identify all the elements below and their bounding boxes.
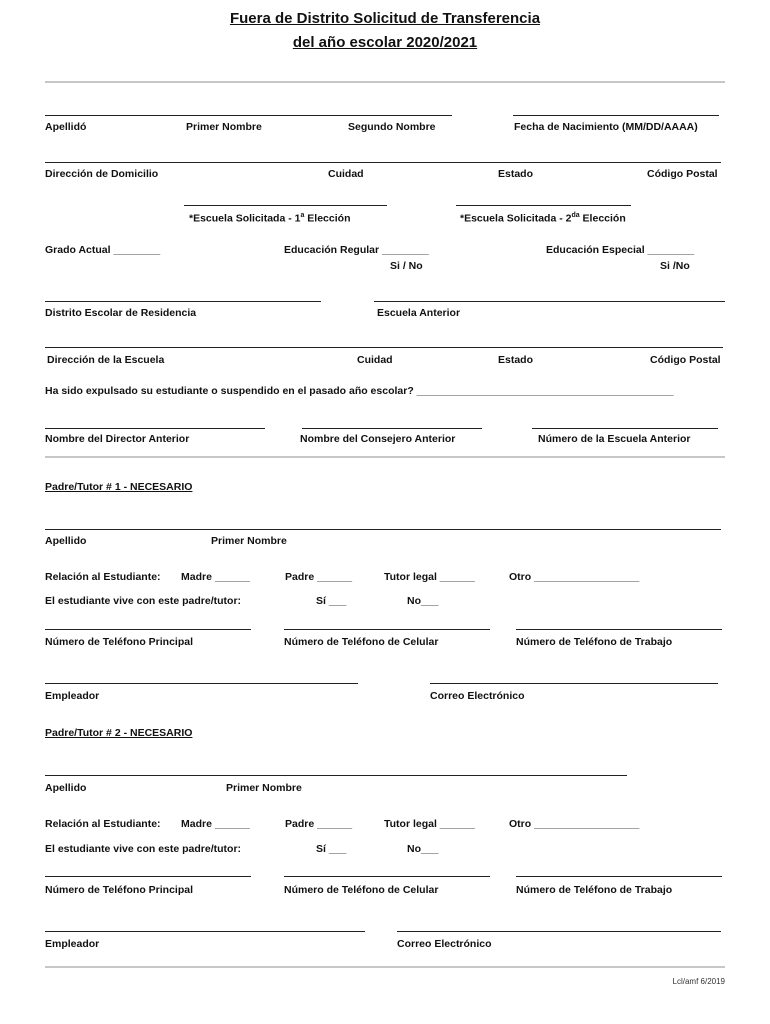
label-escuela-1: *Escuela Solicitada - 1$^a$ Elección [189, 212, 351, 225]
previous-school-field[interactable] [374, 301, 725, 302]
section-divider-1 [45, 456, 725, 458]
expulsion-question-field[interactable]: Ha sido expulsado su estudiante o suspendido en el pasado año escolar? ____________________________________________ [45, 385, 674, 397]
guardian-2-label-tel-principal: Número de Teléfono Principal [45, 884, 193, 896]
label-segundo-nombre: Segundo Nombre [348, 121, 436, 133]
educacion-regular-field[interactable]: Educación Regular ________ [284, 244, 429, 256]
guardian-1-phone-main-field[interactable] [45, 629, 251, 630]
guardian-1-phone-cell-field[interactable] [284, 629, 490, 630]
guardian-1-heading: Padre/Tutor # 1 - NECESARIO [45, 481, 193, 493]
educacion-especial-field[interactable]: Educación Especial ________ [546, 244, 695, 256]
guardian-1-name-field[interactable] [45, 529, 721, 530]
guardian-1-label-primer-nombre: Primer Nombre [211, 535, 287, 547]
birthdate-field[interactable] [513, 115, 719, 116]
label-director-anterior: Nombre del Director Anterior [45, 433, 190, 445]
label-codigo-postal-escuela: Código Postal [650, 354, 721, 366]
guardian-1-padre-field[interactable]: Padre ______ [285, 571, 353, 583]
school-address-field[interactable] [45, 347, 723, 348]
address-field[interactable] [45, 162, 721, 163]
guardian-2-label-primer-nombre: Primer Nombre [226, 782, 302, 794]
guardian-1-madre-field[interactable]: Madre ______ [181, 571, 250, 583]
label-direccion: Dirección de Domicilio [45, 168, 159, 180]
guardian-2-no-field[interactable]: No___ [407, 843, 439, 855]
label-direccion-escuela: Dirección de la Escuela [47, 354, 165, 366]
guardian-2-phone-work-field[interactable] [516, 876, 722, 877]
guardian-1-no-field[interactable]: No___ [407, 595, 439, 607]
guardian-1-si-field[interactable]: Sí ___ [316, 595, 347, 607]
guardian-2-padre-field[interactable]: Padre ______ [285, 818, 353, 830]
guardian-2-label-apellido: Apellido [45, 782, 87, 794]
label-ciudad-escuela: Cuidad [357, 354, 393, 366]
label-estado-escuela: Estado [498, 354, 534, 366]
footer-code: Lcl/amf 6/2019 [672, 977, 725, 986]
guardian-2-label-empleador: Empleador [45, 938, 100, 950]
header-divider [45, 81, 725, 83]
label-primer-nombre: Primer Nombre [186, 121, 262, 133]
label-distrito-residencia: Distrito Escolar de Residencia [45, 307, 197, 319]
guardian-1-label-tel-celular: Número de Teléfono de Celular [284, 636, 439, 648]
guardian-2-label-tel-celular: Número de Teléfono de Celular [284, 884, 439, 896]
guardian-1-phone-work-field[interactable] [516, 629, 722, 630]
guardian-2-tutor-field[interactable]: Tutor legal ______ [384, 818, 475, 830]
guardian-2-madre-field[interactable]: Madre ______ [181, 818, 250, 830]
label-estado: Estado [498, 168, 534, 180]
footer-divider [45, 966, 725, 968]
guardian-2-phone-cell-field[interactable] [284, 876, 490, 877]
guardian-2-email-field[interactable] [397, 931, 721, 932]
guardian-2-si-field[interactable]: Sí ___ [316, 843, 347, 855]
guardian-2-label-correo: Correo Electrónico [397, 938, 492, 950]
label-ciudad: Cuidad [328, 168, 364, 180]
guardian-2-phone-main-field[interactable] [45, 876, 251, 877]
previous-counselor-field[interactable] [302, 428, 482, 429]
educacion-especial-options: Si /No [660, 260, 690, 272]
guardian-1-label-apellido: Apellido [45, 535, 87, 547]
form-title-line1: Fuera de Distrito Solicitud de Transferencia [229, 10, 541, 27]
label-apellido: Apellidó [45, 121, 87, 133]
student-name-field[interactable] [45, 115, 452, 116]
guardian-2-name-field[interactable] [45, 775, 627, 776]
label-escuela-2: *Escuela Solicitada - $2^{da}$ Elección [460, 212, 626, 225]
district-field[interactable] [45, 301, 321, 302]
guardian-2-employer-field[interactable] [45, 931, 365, 932]
guardian-1-tutor-field[interactable]: Tutor legal ______ [384, 571, 475, 583]
educacion-regular-options: Si / No [390, 260, 423, 272]
guardian-2-label-relacion: Relación al Estudiante: [45, 818, 161, 830]
guardian-1-email-field[interactable] [430, 683, 718, 684]
guardian-1-label-tel-principal: Número de Teléfono Principal [45, 636, 193, 648]
guardian-2-heading: Padre/Tutor # 2 - NECESARIO [45, 727, 193, 739]
guardian-2-label-tel-trabajo: Número de Teléfono de Trabajo [516, 884, 673, 896]
guardian-1-label-correo: Correo Electrónico [430, 690, 525, 702]
guardian-1-label-empleador: Empleador [45, 690, 100, 702]
previous-director-field[interactable] [45, 428, 265, 429]
label-fecha-nacimiento: Fecha de Nacimiento (MM/DD/AAAA) [514, 121, 698, 133]
school-choice-2-field[interactable] [456, 205, 631, 206]
school-choice-1-field[interactable] [184, 205, 387, 206]
guardian-1-employer-field[interactable] [45, 683, 358, 684]
label-codigo-postal: Código Postal [647, 168, 718, 180]
grado-actual-field[interactable]: Grado Actual ________ [45, 244, 161, 256]
label-numero-escuela-anterior: Número de la Escuela Anterior [538, 433, 691, 445]
guardian-2-label-vive: El estudiante vive con este padre/tutor: [45, 843, 242, 855]
label-consejero-anterior: Nombre del Consejero Anterior [300, 433, 456, 445]
previous-school-number-field[interactable] [532, 428, 718, 429]
form-title-line2: del año escolar 2020/2021 [292, 34, 478, 51]
guardian-1-label-vive: El estudiante vive con este padre/tutor: [45, 595, 242, 607]
guardian-1-label-relacion: Relación al Estudiante: [45, 571, 161, 583]
guardian-1-label-tel-trabajo: Número de Teléfono de Trabajo [516, 636, 673, 648]
guardian-1-otro-field[interactable]: Otro __________________ [509, 571, 640, 583]
label-escuela-anterior: Escuela Anterior [377, 307, 461, 319]
guardian-2-otro-field[interactable]: Otro __________________ [509, 818, 640, 830]
